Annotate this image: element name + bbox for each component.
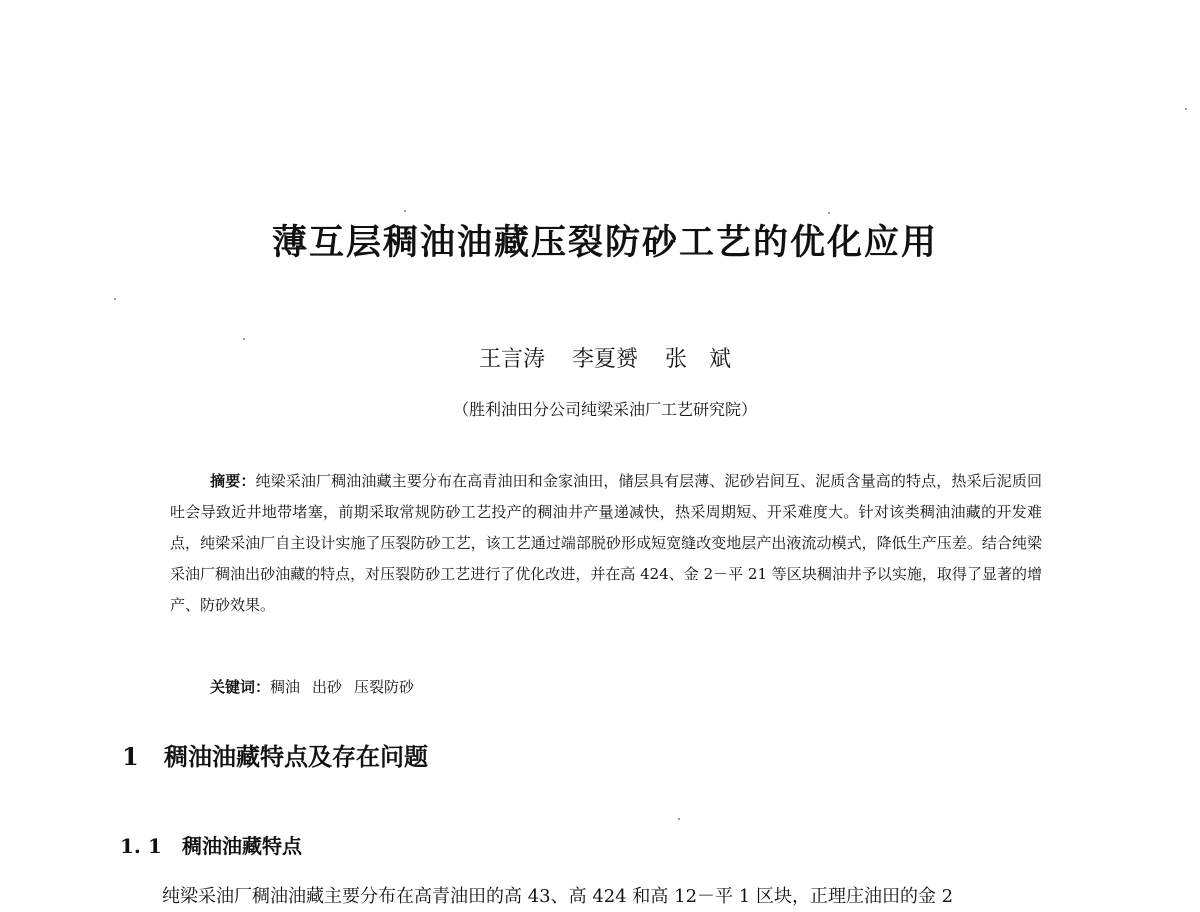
author-name: 张 斌 xyxy=(665,347,732,372)
body-paragraph: 纯梁采油厂稠油油藏主要分布在高青油田的高 43、高 424 和高 12－平 1 区块，正理庄油田的金 2 xyxy=(162,886,954,907)
section-title: 稠油油藏特点及存在问题 xyxy=(164,742,428,771)
author-name: 李夏赟 xyxy=(571,347,638,372)
author-name: 王言涛 xyxy=(478,347,545,372)
scan-speck xyxy=(243,338,245,340)
scan-speck xyxy=(1185,108,1187,110)
section-number: 1 xyxy=(122,742,139,771)
scan-speck xyxy=(678,818,680,820)
keyword: 出砂 xyxy=(312,678,343,696)
keywords-label: 关键词： xyxy=(210,678,271,696)
keyword: 压裂防砂 xyxy=(354,678,415,696)
scan-speck xyxy=(114,298,116,300)
author-list xyxy=(0,344,1200,376)
author-affiliation: （胜利油田分公司纯梁采油厂工艺研究院） xyxy=(452,400,757,419)
scan-speck xyxy=(828,212,830,214)
scan-speck xyxy=(404,210,406,212)
subsection-heading xyxy=(120,830,302,862)
subsection-number: 1. 1 xyxy=(120,834,162,858)
abstract xyxy=(170,466,1042,621)
keywords xyxy=(210,672,426,702)
abstract-label: 摘要： xyxy=(210,472,256,490)
keyword: 稠油 xyxy=(270,678,301,696)
paper-title: 薄互层稠油油藏压裂防砂工艺的优化应用 xyxy=(271,223,938,263)
section-heading xyxy=(122,737,428,777)
abstract-text: 纯梁采油厂稠油油藏主要分布在高青油田和金家油田，储层具有层薄、泥砂岩间互、泥质含量高的特点，热采后泥质回吐会导致近井地带堵塞，前期采取常规防砂工艺投产的稠油井产量递减快，热采周期短、开采难度大。针对该类稠油油藏的开发难点，纯梁采油厂自主设计实施了压裂防砂工艺，该工艺通过端部脱砂形成短宽缝改变地层产出液流动模式，降低生产压差。结合纯梁采油厂稠油出砂油藏的特点，对压裂防砂工艺进行了优化改进，并在高 424、金 2－平 21 等区块稠油井予以实施，取得了显著的增产、防砂效果。 xyxy=(170,472,1042,614)
subsection-title: 稠油油藏特点 xyxy=(182,834,302,858)
